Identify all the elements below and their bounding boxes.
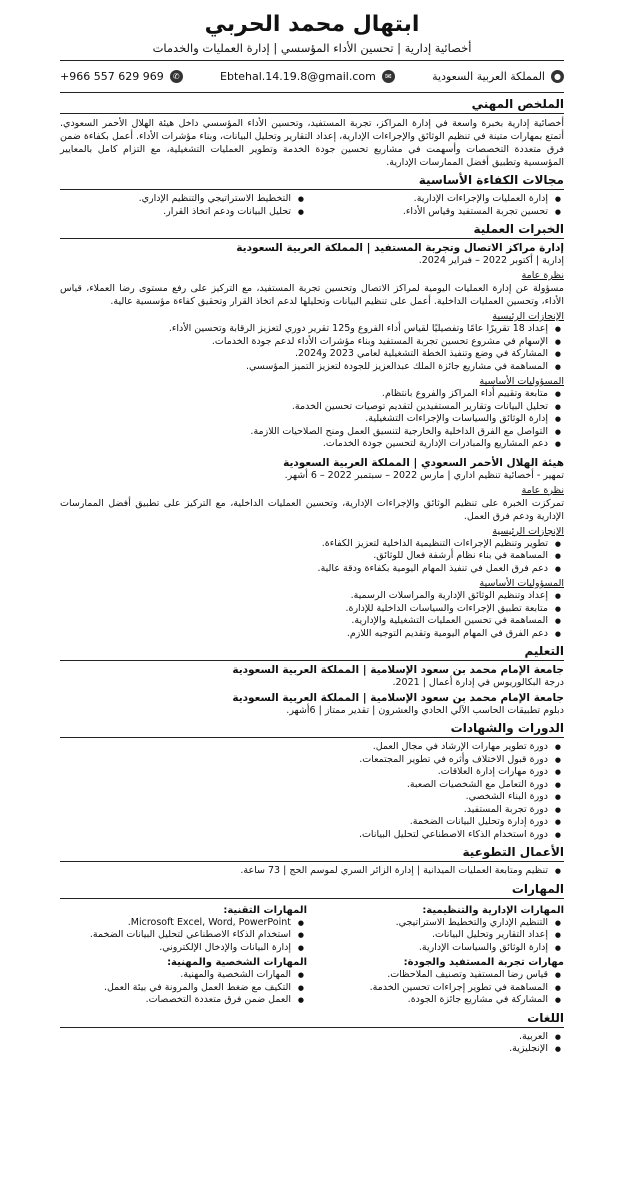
education-school: جامعة الإمام محمد بن سعود الإسلامية | المملكة العربية السعودية (232, 664, 564, 676)
skills-row (60, 902, 564, 955)
job-achievements-heading: الإنجازات الرئيسية (492, 525, 564, 537)
summary-text: أخصائية إدارية بخبرة واسعة في إدارة المراكز، تجربة المستفيد، وتحسين الأداء المؤسسي داخل هيئة الهلال الأحمر السعودي. أتمتع بمهارات متينة في تنظيم الوثائق والإجراءات الإدارية، إعداد التقارير وتحليل البيانات، وبناء مؤشرات الأداء. أعمل بكفاءة ضمن فرق متعددة التخصصات وأسهمت في مشاريع تحسين جودة الخدمة وتطوير العمليات التشغيلية، مع التزام كامل بالمعايير المؤسسية وتطبيق أفضل الممارسات الإدارية. (60, 118, 564, 168)
list-item: ● Microsoft Excel, Word, PowerPoint. (60, 917, 291, 930)
skills-group (317, 954, 564, 1007)
competencies-columns (60, 193, 564, 218)
section-title-courses: الدورات والشهادات (450, 721, 564, 735)
job-achievements (60, 323, 564, 373)
job-responsibilities-heading: المسؤوليات الأساسية (479, 376, 564, 387)
list-item: ● المهارات الشخصية والمهنية. (60, 969, 291, 982)
section-rule (60, 189, 564, 190)
list-item: ● دعم المشاريع والمبادرات الإدارية لتحسين جودة الخدمات. (60, 438, 548, 451)
job-overview-heading: نظرة عامة (521, 484, 564, 496)
list-item: ● دورة تجربة المستفيد. (60, 804, 548, 817)
list-item: ● تطوير وتنظيم الإجراءات التنظيمية الداخلية لتعزيز الكفاءة. (60, 538, 548, 551)
list-item: ● قياس رضا المستفيد وتصنيف الملاحظات. (317, 969, 548, 982)
list-item: ● المشاركة في وضع وتنفيذ الخطة التشغيلية لعامي 2023 و2024. (60, 348, 548, 361)
list-item: ● المشاركة في مشاريع جائزة الجودة. (317, 994, 548, 1007)
list-item: ● تحليل البيانات ودعم اتخاذ القرار. (60, 206, 291, 219)
divider (60, 92, 564, 93)
section-title-education: التعليم (524, 644, 564, 658)
skills-group-title: المهارات الشخصية والمهنية: (167, 957, 307, 968)
skills-group (60, 954, 307, 1007)
list-item: ● التكيف مع ضغط العمل والمرونة في بيئة العمل. (60, 982, 291, 995)
list-item: ● دورة استخدام الذكاء الاصطناعي لتحليل البيانات. (60, 829, 548, 842)
list-item: ● إعداد 18 تقريرًا عامًا وتفصيليًا لقياس أداء الفروع و125 تقرير دوري لتعزيز الرقابة وتحسين الأداء. (60, 323, 548, 336)
location-text: المملكة العربية السعودية (432, 70, 545, 83)
list-item: ● المساهمة في تحسين العمليات التشغيلية والإدارية. (60, 615, 548, 628)
skills-group-title: مهارات تجربة المستفيد والجودة: (403, 957, 564, 968)
job-meta: إدارية | أكتوبر 2022 – فبراير 2024. (418, 255, 564, 266)
competencies-list-right (317, 193, 564, 218)
job-title: إدارة مراكز الاتصال وتجربة المستفيد | المملكة العربية السعودية (236, 242, 564, 254)
list-item: ● تحسين تجربة المستفيد وقياس الأداء. (317, 206, 548, 219)
job-entry (60, 457, 564, 641)
list-item: ● دورة قبول الاختلاف وأثره في تطوير المجتمعات. (60, 754, 548, 767)
competencies-list-left (60, 193, 307, 218)
section-rule (60, 737, 564, 738)
candidate-subtitle: أخصائية إدارية | تحسين الأداء المؤسسي | إدارة العمليات والخدمات (152, 41, 472, 55)
list-item: ● الإنجليزية. (60, 1043, 548, 1056)
list-item: ● دعم فرق العمل في تنفيذ المهام اليومية بكفاءة ودقة عالية. (60, 563, 548, 576)
list-item: ● المساهمة في مشاريع جائزة الملك عبدالعزيز للجودة لتعزيز التميز المؤسسي. (60, 361, 548, 374)
list-item: ● دعم الفرق في المهام اليومية وتقديم التوجيه اللازم. (60, 628, 548, 641)
list-item: ● المساهمة في تطوير إجراءات تحسين الخدمة. (317, 982, 548, 995)
mail-icon: ✉ (382, 70, 395, 83)
list-item: ● استخدام الذكاء الاصطناعي لتحليل البيانات الضخمة. (60, 929, 291, 942)
list-item: ● المساهمة في بناء نظام أرشفة فعال للوثائق. (60, 550, 548, 563)
section-rule (60, 238, 564, 239)
candidate-name: ابتهال محمد الحربي (204, 12, 420, 37)
section-title-skills: المهارات (511, 881, 564, 896)
job-overview-heading: نظرة عامة (521, 270, 564, 281)
section-title-summary: الملخص المهني (471, 97, 564, 111)
list-item: ● العربية. (60, 1031, 548, 1044)
job-responsibilities (60, 590, 564, 640)
divider (60, 60, 564, 61)
job-achievements (60, 538, 564, 576)
section-rule (60, 113, 564, 114)
list-item: ● دورة مهارات إدارة العلاقات. (60, 766, 548, 779)
section-rule (60, 861, 564, 862)
list-item: ● الإسهام في مشروع تحسين تجربة المستفيد وبناء مؤشرات الأداء لدعم جودة الخدمات. (60, 336, 548, 349)
skills-group (317, 902, 564, 955)
job-achievements-heading: الإنجازات الرئيسية (492, 311, 564, 322)
email-text[interactable]: Ebtehal.14.19.8@gmail.com (220, 70, 376, 83)
volunteer-list (60, 865, 564, 878)
section-title-languages: اللغات (527, 1010, 564, 1025)
section-rule (60, 1027, 564, 1028)
list-item: ● إعداد وتنظيم الوثائق الإدارية والمراسلات الرسمية. (60, 590, 548, 603)
list-item: ● دورة التعامل مع الشخصيات الصعبة. (60, 779, 548, 792)
skills-group (60, 902, 307, 955)
list-item: ● إدارة البيانات والإدخال الإلكتروني. (60, 942, 291, 955)
list-item: ● تحليل البيانات وتقارير المستفيدين لتقديم توصيات تحسين الخدمة. (60, 401, 548, 414)
skills-group-title: المهارات الإدارية والتنظيمية: (422, 904, 564, 916)
list-item: ● إعداد التقارير وتحليل البيانات. (317, 929, 548, 942)
section-rule (60, 898, 564, 899)
section-title-volunteer: الأعمال التطوعية (462, 845, 564, 859)
list-item: ● إدارة الوثائق والسياسات الإدارية. (317, 942, 548, 955)
list-item: ● دورة تطوير مهارات الإرشاد في مجال العمل. (60, 741, 548, 754)
list-item: ● متابعة تطبيق الإجراءات والسياسات الداخلية للإدارة. (60, 603, 548, 616)
phone-icon: ✆ (170, 70, 183, 83)
education-detail: درجة البكالوريوس في إدارة أعمال | 2021. (392, 677, 564, 688)
list-item: ● إدارة الوثائق والسياسات والإجراءات التشغيلية. (60, 413, 548, 426)
location-icon: ● (551, 70, 564, 83)
contact-location (432, 70, 564, 83)
languages-list (60, 1031, 564, 1056)
list-item: ● العمل ضمن فرق متعددة التخصصات. (60, 994, 291, 1007)
job-overview: تمركزت الخبرة على تنظيم الوثائق والإجراءات الإدارية، وتحسين العمليات الداخلية، مع التركيز على تطبيق أفضل الممارسات الإدارية ودعم فرق العمل. (60, 497, 564, 522)
job-responsibilities-heading: المسؤوليات الأساسية (479, 578, 564, 589)
skills-row (60, 954, 564, 1007)
phone-text[interactable]: +966 557 629 969 (60, 70, 164, 83)
section-title-experience: الخبرات العملية (473, 222, 564, 236)
list-item: ● متابعة وتقييم أداء المراكز والفروع بانتظام. (60, 388, 548, 401)
education-detail: دبلوم تطبيقات الحاسب الآلي الحادي والعشرون | تقدير ممتاز | 6أشهر. (286, 705, 564, 716)
job-entry (60, 242, 564, 451)
contact-email[interactable] (220, 70, 395, 83)
courses-list (60, 741, 564, 841)
job-meta: تمهير - أخصائية تنظيم اداري | مارس 2022 – سبتمبر 2022 – 6 أشهر. (284, 469, 564, 481)
list-item: ● التخطيط الاستراتيجي والتنظيم الإداري. (60, 193, 291, 206)
section-rule (60, 660, 564, 661)
section-title-competencies: مجالات الكفاءة الأساسية (418, 173, 564, 187)
job-overview: مسؤولة عن إدارة العمليات اليومية لمراكز الاتصال وتحسين تجربة المستفيد، مع التركيز على رفع مستوى رضا العملاء، قياس الأداء، وتحسين العمليات الداخلية. أعمل على تنظيم البيانات وتحليلها لدعم اتخاذ القرار وتحقيق كفاءة مؤسسية عالية. (60, 283, 564, 307)
contact-bar (60, 64, 564, 89)
skills-group-title: المهارات التقنية: (223, 904, 307, 916)
list-item: ● إدارة العمليات والإجراءات الإدارية. (317, 193, 548, 206)
list-item: ● دورة البناء الشخصي. (60, 791, 548, 804)
list-item: ● تنظيم ومتابعة العمليات الميدانية | إدارة الزائر السري لموسم الحج | 73 ساعة. (60, 865, 548, 878)
list-item: ● التواصل مع الفرق الداخلية والخارجية لتنسيق العمل ومنح الصلاحيات اللازمة. (60, 426, 548, 439)
education-school: جامعة الإمام محمد بن سعود الإسلامية | المملكة العربية السعودية (232, 692, 564, 704)
job-title: هيئة الهلال الأحمر السعودي | المملكة العربية السعودية (283, 456, 564, 469)
contact-phone[interactable] (60, 70, 183, 83)
list-item: ● التنظيم الإداري والتخطيط الاستراتيجي. (317, 917, 548, 930)
job-responsibilities (60, 388, 564, 451)
list-item: ● دورة إدارة وتحليل البيانات الضخمة. (60, 816, 548, 829)
